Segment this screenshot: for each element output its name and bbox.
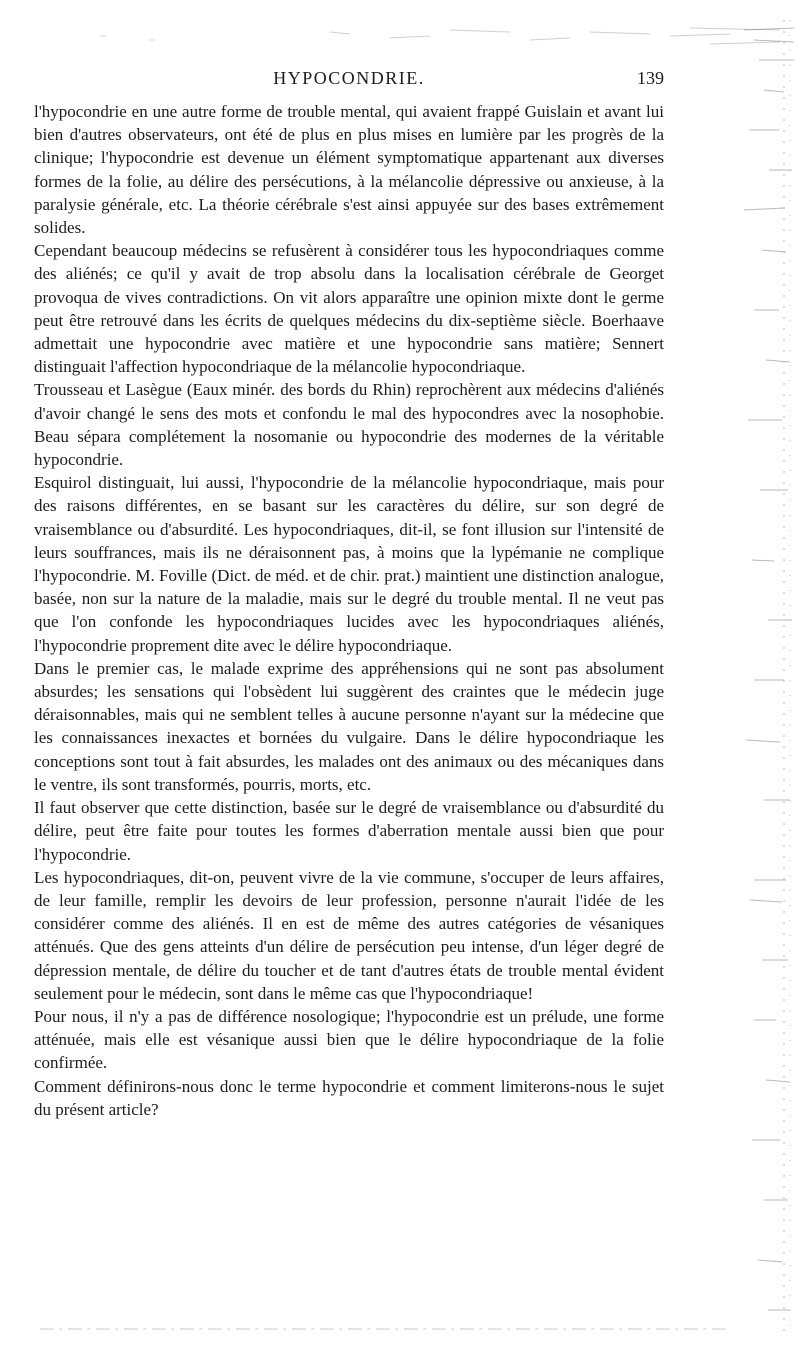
running-title: HYPOCONDRIE. xyxy=(273,68,425,88)
paragraph: Esquirol distinguait, lui aussi, l'hypocondrie de la mélancolie hypocondriaque, mais pour des raisons différentes, en se basant sur les caractères du délire, sur son degré de vraisemblance ou d'absurdité. Les hypocondriaques, dit-il, se font illusion sur l'intensité de leurs souffrances, mais ils ne déraisonnent pas, à moins que la lypémanie ne complique l'hypocondrie. M. Foville (Dict. de méd. et de chir. prat.) maintient une distinction analogue, basée, non sur la nature de la maladie, mais sur le degré du trouble mental. Il ne veut pas que l'on confonde les hypocondriaques lucides avec les hypocondriaques aliénés, l'hypocondrie proprement dite avec le délire hypocondriaque. xyxy=(34,473,664,655)
scan-noise-top xyxy=(90,22,780,50)
body-text xyxy=(34,100,664,1121)
scan-noise-right-margin xyxy=(724,20,794,1340)
paragraph: Comment définirons-nous donc le terme hypocondrie et comment limiterons-nous le sujet du présent article? xyxy=(34,1076,664,1119)
paragraph: Pour nous, il n'y a pas de différence nosologique; l'hypocondrie est un prélude, une forme atténuée, mais elle est vésanique aussi bien que le délire hypocondriaque de la folie confirmée. xyxy=(34,1006,664,1073)
page-header xyxy=(34,68,664,98)
page-number: 139 xyxy=(637,68,664,88)
paragraph: l'hypocondrie en une autre forme de trouble mental, qui avaient frappé Guislain et avant lui bien d'autres observateurs, ont été de plus en plus mises en lumière par les progrès de la clinique; l'hypocondrie est devenue un élément symptomatique appartenant aux diverses formes de la folie, au délire des persécutions, à la mélancolie dépressive ou anxieuse, à la paralysie générale, etc. La théorie cérébrale s'est ainsi appuyée sur des bases extrêmement solides. xyxy=(34,102,664,238)
paragraph: Cependant beaucoup médecins se refusèrent à considérer tous les hypocondriaques comme des aliénés; ce qu'il y avait de trop absolu dans la localisation cérébrale de Georget provoqua de vives contradictions. On vit alors apparaître une opinion mixte dont le germe peut être retrouvé dans les écrits de quelques médecins du dix-septième siècle. Boerhaave admettait une hypocondrie avec matière et une hypocondrie sans matière; Sennert distinguait l'affection hypocondriaque de la mélancolie hypocondriaque. xyxy=(34,241,664,377)
paragraph: Trousseau et Lasègue (Eaux minér. des bords du Rhin) reprochèrent aux médecins d'aliénés d'avoir changé le sens des mots et confondu le mal des hypocondres avec la nosophobie. Beau sépara complétement la nosomanie ou hypocondrie des modernes de la véritable hypocondrie. xyxy=(34,380,664,470)
paragraph: Il faut observer que cette distinction, basée sur le degré de vraisemblance ou d'absurdité du délire, peut être faite pour toutes les formes d'aberration mentale aussi bien que pour l'hypocondrie. xyxy=(34,798,664,864)
scan-noise-bottom xyxy=(40,1326,730,1332)
paragraph: Dans le premier cas, le malade exprime des appréhensions qui ne sont pas absolument absurdes; les sensations qui l'obsèdent lui suggèrent des craintes que le médecin juge déraisonnables, mais qui ne semblent telles à aucune personne n'ayant sur la médecine que les connaissances inexactes et bornées du vulgaire. Dans le délire hypocondriaque les conceptions sont tout à fait absurdes, les malades ont des animaux ou des mécaniques dans le ventre, ils sont transformés, pourris, morts, etc. xyxy=(34,658,664,794)
paragraph: Les hypocondriaques, dit-on, peuvent vivre de la vie commune, s'occuper de leurs affaires, de leur famille, remplir les devoirs de leur profession, personne n'aurait l'idée de les considérer comme des aliénés. Il en est de même des autres catégories de vésaniques atténués. Que des gens atteints d'un délire de persécution peu intense, d'un léger degré de dépression mentale, de délire du toucher et de tant d'autres états de trouble mental évident seulement pour le médecin, sont dans le même cas que l'hypocondriaque! xyxy=(34,867,664,1003)
